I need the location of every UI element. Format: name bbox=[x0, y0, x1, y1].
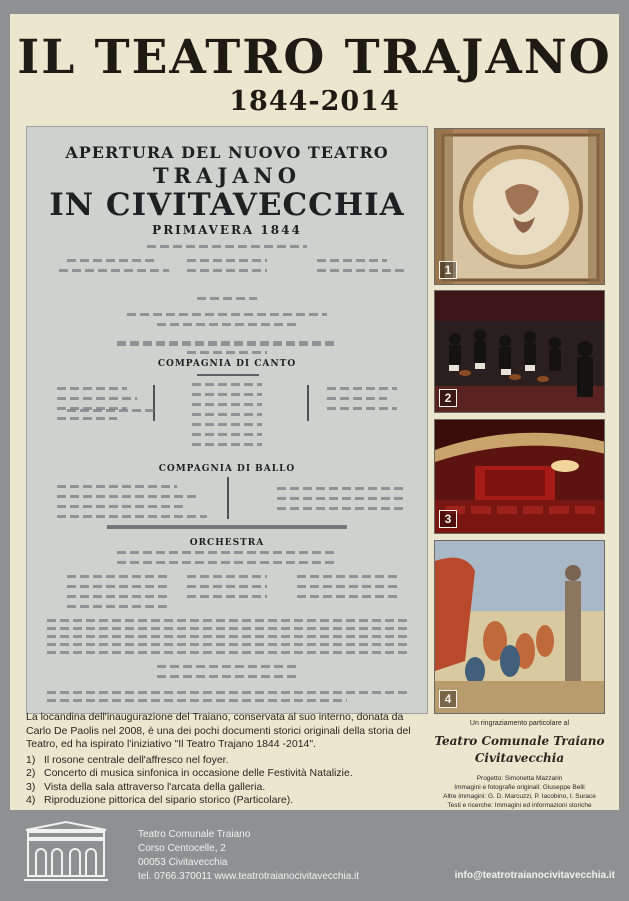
caption-item bbox=[26, 767, 428, 781]
playbill-fine-print bbox=[57, 397, 137, 400]
photo-theatre-hall bbox=[434, 419, 605, 534]
theatre-logo-icon bbox=[22, 818, 110, 888]
playbill-fine-print bbox=[277, 507, 407, 510]
playbill-fine-print bbox=[327, 387, 397, 390]
caption-item-text: Vista della sala attraverso l'arcata della galleria. bbox=[44, 780, 266, 793]
playbill-fine-print bbox=[147, 245, 307, 248]
photo-number-badge: 1 bbox=[439, 261, 457, 279]
poster bbox=[10, 14, 619, 810]
caption-item bbox=[26, 781, 428, 795]
playbill-rule bbox=[307, 385, 309, 421]
caption-item-number: 2) bbox=[26, 767, 36, 779]
playbill-fine-print bbox=[47, 691, 407, 694]
playbill-fine-print bbox=[327, 407, 397, 410]
playbill-fine-print bbox=[57, 387, 127, 390]
playbill-fine-print bbox=[317, 269, 407, 272]
playbill-fine-print bbox=[192, 423, 262, 426]
playbill-fine-print bbox=[57, 515, 207, 518]
footer bbox=[0, 810, 629, 901]
footer-email-link[interactable]: info@teatrotraianocivitavecchia.it bbox=[454, 870, 615, 881]
playbill-season: PRIMAVERA 1844 bbox=[152, 223, 302, 237]
playbill-fine-print bbox=[187, 269, 267, 272]
playbill-fine-print bbox=[117, 551, 337, 554]
playbill-fine-print bbox=[67, 575, 167, 578]
credits-line: Altre immagini: G. D. Marcuzzi, P. Iacobino, I. Surace bbox=[443, 793, 596, 800]
fresco-illustration bbox=[435, 129, 605, 285]
playbill-fine-print bbox=[57, 417, 117, 420]
caption-block bbox=[26, 711, 428, 808]
playbill-fine-print bbox=[59, 269, 169, 272]
playbill-rule bbox=[197, 374, 259, 376]
playbill-fine-print bbox=[192, 443, 262, 446]
orchestra-illustration bbox=[435, 291, 605, 413]
playbill-fine-print bbox=[57, 495, 197, 498]
playbill-fine-print bbox=[187, 351, 267, 354]
playbill-heading: APERTURA DEL NUOVO TEATRO bbox=[65, 143, 389, 162]
playbill-fine-print bbox=[192, 433, 262, 436]
playbill-fine-print bbox=[297, 595, 397, 598]
playbill-fine-print bbox=[47, 619, 407, 622]
photo-ceiling-fresco bbox=[434, 128, 605, 285]
playbill-fine-print bbox=[67, 595, 167, 598]
playbill-fine-print bbox=[47, 651, 407, 654]
playbill-fine-print bbox=[187, 585, 267, 588]
playbill-fine-print bbox=[192, 413, 262, 416]
playbill-fine-print bbox=[327, 397, 387, 400]
playbill-fine-print bbox=[127, 313, 327, 316]
caption-intro: La locandina dell'inaugurazione del Traiano, conservata al suo interno, donata da Carlo De Paolis nel 2008, è una dei pochi documenti storici originali della storia del Teatro, ed ha ispirato l'iniziativo "Il Teatro Trajano 1844 -2014". bbox=[26, 711, 411, 750]
caption-item bbox=[26, 754, 428, 768]
playbill-fine-print bbox=[57, 505, 187, 508]
playbill-section-orchestra: ORCHESTRA bbox=[189, 538, 265, 548]
credits-block bbox=[434, 719, 605, 819]
photo-historic-curtain bbox=[434, 540, 605, 714]
playbill-fine-print bbox=[47, 627, 407, 630]
photo-number-badge: 2 bbox=[439, 389, 457, 407]
playbill-section-canto: COMPAGNIA DI CANTO bbox=[157, 359, 297, 369]
playbill-fine-print bbox=[192, 393, 262, 396]
footer-city: 00053 Civitavecchia bbox=[138, 857, 228, 868]
playbill-fine-print bbox=[157, 665, 297, 668]
playbill-fine-print bbox=[67, 605, 167, 608]
caption-item bbox=[26, 794, 428, 808]
caption-list bbox=[26, 754, 428, 808]
footer-name: Teatro Comunale Traiano bbox=[138, 829, 251, 840]
playbill-fine-print bbox=[187, 259, 267, 262]
photo-number-badge: 4 bbox=[439, 690, 457, 708]
playbill-fine-print bbox=[117, 561, 337, 564]
caption-item-number: 3) bbox=[26, 780, 36, 793]
playbill-fine-print bbox=[317, 259, 387, 262]
playbill-fine-print bbox=[67, 585, 167, 588]
footer-contact[interactable]: tel. 0766.370011 www.teatrotraianocivitavecchia.it bbox=[138, 871, 360, 882]
caption-item-text: Riproduzione pittorica del sipario storico (Particolare). bbox=[44, 794, 294, 806]
caption-item-text: Concerto di musica sinfonica in occasione delle Festività Natalizie. bbox=[44, 767, 353, 779]
playbill-fine-print bbox=[187, 595, 267, 598]
caption-item-number: 1) bbox=[26, 753, 36, 766]
historic-playbill-image bbox=[26, 126, 428, 714]
footer-street: Corso Centocelle, 2 bbox=[138, 843, 226, 854]
credits-org-city: Civitavecchia bbox=[474, 751, 565, 765]
playbill-fine-print bbox=[187, 575, 267, 578]
playbill-fine-print bbox=[117, 341, 337, 346]
playbill-fine-print bbox=[297, 585, 397, 588]
playbill-fine-print bbox=[197, 297, 257, 300]
playbill-fine-print bbox=[67, 409, 157, 412]
playbill-fine-print bbox=[47, 643, 407, 646]
credits-org-name: Teatro Comunale Traiano bbox=[434, 734, 605, 748]
playbill-fine-print bbox=[192, 403, 262, 406]
curtain-painting-illustration bbox=[435, 541, 605, 714]
playbill-fine-print bbox=[277, 497, 407, 500]
photo-number-badge: 3 bbox=[439, 510, 457, 528]
credits-line: Progetto: Simonetta Mazzarin bbox=[476, 775, 563, 782]
playbill-rule bbox=[227, 477, 229, 519]
credits-line: Testi e ricerche: Immagini ed informazioni storiche bbox=[447, 802, 592, 809]
caption-item-text: Il rosone centrale dell'affresco nel foyer. bbox=[44, 753, 229, 766]
playbill-fine-print bbox=[47, 699, 347, 702]
poster-years: 1844-2014 bbox=[229, 86, 400, 117]
playbill-fine-print bbox=[157, 675, 297, 678]
poster-title: IL TEATRO TRAJANO bbox=[17, 30, 612, 85]
footer-address bbox=[138, 828, 359, 884]
playbill-rule bbox=[153, 385, 155, 421]
playbill-fine-print bbox=[297, 575, 397, 578]
playbill-fine-print bbox=[67, 259, 157, 262]
playbill-fine-print bbox=[192, 383, 262, 386]
credits-line: Immagini e fotografie originali: Giuseppe Belli bbox=[454, 784, 585, 791]
hall-illustration bbox=[435, 420, 605, 534]
credits-intro: Un ringraziamento particolare al bbox=[469, 720, 570, 727]
playbill-theatre-name: TRAJANO bbox=[152, 163, 302, 188]
playbill-fine-print bbox=[47, 635, 407, 638]
playbill-fine-print bbox=[277, 487, 407, 490]
playbill-city: IN CIVITAVECCHIA bbox=[49, 187, 405, 223]
playbill-rule bbox=[107, 525, 347, 529]
photo-orchestra-concert bbox=[434, 290, 605, 413]
caption-item-number: 4) bbox=[26, 794, 36, 806]
playbill-fine-print bbox=[57, 485, 177, 488]
playbill-fine-print bbox=[157, 323, 297, 326]
playbill-section-ballo: COMPAGNIA DI BALLO bbox=[158, 464, 296, 474]
